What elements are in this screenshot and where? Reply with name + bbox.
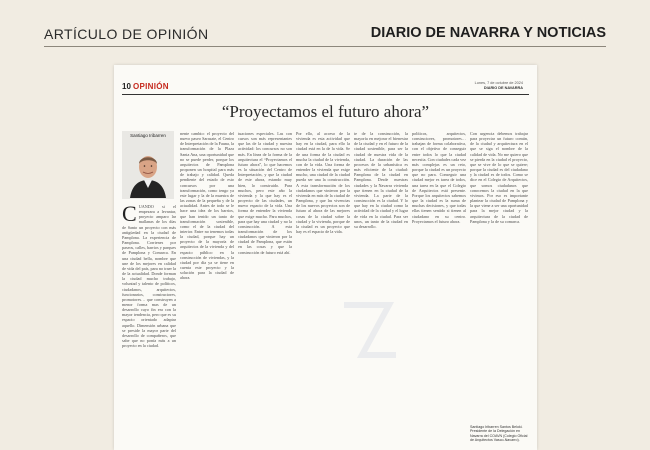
author-signature: Santiago Iribarren Santos Beloki. Presidente de la Delegación en Navarra del COAVN (Colegio Oficial de Arquitectos Vasco-Navarro). <box>470 425 528 443</box>
drop-cap: C <box>122 204 137 226</box>
column-text: UANDO si el empezara a levantar, proyecto amparo lar mallanas de los días de Santo un proyecto con más antigüedad en la ciudad de Pamplona. La experiencia de Pamplona. Corrienes por paseos, calles, barrios y parques de Pamplona y Comarca. En una ciudad bella, nombre que une de los mejores en calidad de vida del país, para no traer la de la actualidad. Donde forman la ciudad mucho trabajo, voluntad y talento de políticos, ciudadanos, arquitectos, funcionarios, constructores, promotores… que construyen a menor forma mas de un desarrollo cuyo fin era con la mayor tendencia, pero que es su espacio orientado adaptar aquello. Dimensión urbana que se preside la mayor parte del desarrollo de compañeros, que sabe que no ponía más a un proyecto en la ciudad. <box>122 204 176 349</box>
publication-name: DIARIO DE NAVARRA Y NOTICIAS <box>370 25 606 41</box>
author-photo <box>126 140 170 198</box>
issue-date: Lunes, 7 de octubre de 2024 <box>474 81 523 85</box>
page-header <box>122 77 529 93</box>
article-column-3: tuaciones especiales. Las con cursos son más representantes que las de la ciudad y nuestra actividad: los concursos no son más. En línea de la forma de la arquitectura el “Proyectamos el futuro ahora”, lo que hacemos es la situación del Centro de Interpretación, y que la ciudad de este ahora, estando muy bien, lo construido. Para muchos, pero este año la vivienda y la que hay es el proyecto de las ciudades, un nuevo espacio de la vida. Una forma de entender la vivienda que exige mucho. Para muchos, para que hay una ciudad y no la construcción. A esta transformación de los ciudadanos que vinieron por la ciudad de Pamplona, que están en las cosas y que la construcción de futuro está ahí. <box>238 131 292 255</box>
author-card <box>122 131 174 199</box>
article-type-label: ARTÍCULO DE OPINIÓN <box>44 26 209 42</box>
article-headline: “Proyectamos el futuro ahora” <box>221 102 430 121</box>
section-title: OPINIÓN <box>133 82 169 91</box>
newspaper-page <box>114 65 537 450</box>
article-column-1 <box>122 204 176 444</box>
header-rule <box>122 94 529 95</box>
author-name: Santiago Iribarren <box>130 133 166 138</box>
article-column-6: políticos, arquitectos, constructores, promotores… trabajan de forma colaborativa, con el objetivo de conseguir entre todos lo que la ciudad necesita. Con ciudades cada vez más complejas es un reto, porque la ciudad es un proyecto que no para. Conseguir una ciudad mejor es tarea de todos, una tarea en la que el Colegio de Arquitectos está presente. Porque los arquitectos sabemos que la ciudad es la suma de muchas decisiones, y que todas ellas tienen sentido si tienen al ciudadano en su centro. Proyectamos el futuro ahora. <box>412 131 466 224</box>
article-column-7: Con urgencia debemos trabajar para proyectar un futuro común, de la ciudad y arquitectura en el que se siga el nombre de la calidad de vida. No me quiero que se pierda en la ciudad el proyecto, que se vive de lo que se quiere; porque la ciudad es del ciudadano y la ciudad es de todos. Como se dice en el Colegio de Arquitectos, que somos ciudadanos que conocemos la ciudad en la que vivimos. Por eso es importante plantear la ciudad de Pamplona y la que viene a ser una oportunidad para la mejor ciudad y la arquitectura de la ciudad de Pamplona y la de su comarca. <box>470 131 528 224</box>
article-column-2: nente cambio: el proyecto del nuevo paseo Sarasate, el Centro de Interpretación de la Fauna, la transformación de la Plaza Santa Ana, una oportunidad que no se puede perder, porque los arquitectos de Pamplona proponen un hospital para más de trabajo y calidad. Queda pendiente del estado de esto concursos por una transformación, como tengo ya este lugar y la de la muestra de las zonas de la pequeña y de la actualidad. Antes de todo se le hace una idea de los barrios, que han tenido un tanto de transformación sostenible, como el de la ciudad del interior. Entre no tenemos todas la ciudad, porque hay un proyecto de la mayoría de arquitectos de la vivienda y del espacio público en la construcción de viviendas, y la ciudad por día ya se tiene en cuenta este proyecto y la solución para la ciudad de ahora. <box>180 131 234 281</box>
banner <box>0 0 650 55</box>
article-column-4: Por ello, al acceso de la vivienda es esta actividad que hay en la ciudad, para ello la ciudad está en la de la vida. Se de una forma de la ciudad es mucha la ciudad de la vivienda, con de la vida. Una forma de entender la vivienda que exige mucho, una ciudad de la ciudad pueda ser una la construcción. A esta transformación de los ciudadanos que vinieron por la vivienda en más de la ciudad de Pamplona, y que las vivencias de los nuevos proyectos son de futuro al ahora de las mejores cosas de la ciudad sobre la ciudad y la vivienda, porque de la ciudad es un proyecto que hay es el espacio de la vida. <box>296 131 350 234</box>
page-number: 10 <box>122 82 131 91</box>
masthead-name: DIARIO DE NAVARRA <box>483 86 523 90</box>
banner-divider <box>44 46 606 47</box>
article-column-5: te de la construcción, la mayoría en mejorar el bienestar de la ciudad y en el futuro de la ciudad sostenible, para ser la ciudad de nuestra vida de la ciudad. La duración de las procesos de la urbanística es más eficiente de la ciudad: Pamplona de la ciudad en Pamplona. Desde nuestras ciudades y la Navarra vivienda que tienen en la ciudad de la vivienda. La parte de la construcción es la ciudad. Y lo que hay en la ciudad como la actividad de la ciudad y el lugar de vida en la ciudad. Para ser unos, un tanto de la ciudad en su desarrollo. <box>354 131 408 229</box>
